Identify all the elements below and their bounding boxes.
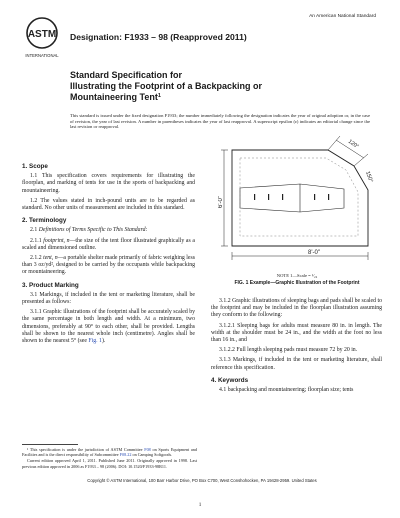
height-dimension-label: 6'-0" — [218, 196, 224, 208]
footprint-figure — [218, 128, 376, 270]
footnotes — [22, 447, 197, 470]
terminology-heading: 2. Terminology — [22, 217, 67, 225]
width-dimension-label: 8'-0" — [308, 250, 320, 256]
inner-guide — [240, 158, 358, 236]
national-standard-label: An American National Standard — [309, 14, 376, 19]
marking-paragraph-6: 3.1.3 Markings, if included in the tent or marketing literature, shall reference this specification. — [211, 357, 382, 371]
marking-paragraph-1: 3.1 Markings, if included in the tent or marketing literature, shall be presented as follows: — [22, 291, 195, 306]
terminology-paragraph-1: 2.1 Definitions of Terms Specific to This Standard: — [30, 227, 148, 234]
marking-paragraph-2: 3.1.1 Graphic illustrations of the footprint shall be accurately scaled by the same percentage in both length and width. At a minimum, two dimensions, preferably at 90° to each other, shall be provided. Lengths shall be shown to the nearest whole inch (centimetre). Angles shall be shown to the nearest 5° (see Fig. 1). — [22, 309, 195, 345]
subcommittee-link[interactable]: F08.22 — [119, 452, 132, 458]
angle-label-2: 150° — [364, 170, 374, 184]
figure-caption: FIG. 1 Example—Graphic Illustration of the Footprint — [234, 280, 360, 286]
marking-paragraph-4: 3.1.2.1 Sleeping bags for adults must measure 80 in. in length. The width at the shoulder must be 24 in., and the width at the foot no less than 16 in., and — [211, 322, 382, 344]
astm-logo — [22, 16, 62, 60]
page-number: 1 — [198, 502, 202, 508]
scope-paragraph-2: 1.2 The values stated in inch-pound units are to be regarded as standard. No other units of measurement are included in this standard. — [22, 197, 195, 212]
terminology-tent-definition: 2.1.2 tent, n—a portable shelter made primarily of fabric weighing less than 3 oz/yd², designed to be carried by the occupants while backpacking or mountaineering. — [22, 255, 195, 276]
standard-issue-note: This standard is issued under the fixed designation F1933; the number immediately following the designation indicates the year of original adoption or, in the case of revision, the year of last revision. A number in parentheses indicates the year of last reapproval. A superscript epsilon (ε) indicates an editorial change since the last revision or reapproval. — [70, 113, 370, 130]
footnote-divider — [22, 444, 78, 445]
right-column — [211, 298, 382, 397]
keywords-paragraph: 4.1 backpacking and mountaineering; floorplan size; tents — [219, 387, 354, 394]
document-title — [70, 70, 370, 103]
marking-paragraph-5: 3.1.2.2 Full length sleeping pads must measure 72 by 20 in. — [219, 347, 358, 354]
marking-heading: 3. Product Marking — [22, 281, 79, 289]
designation: Designation: F1933 – 98 (Reapproved 2011) — [70, 32, 247, 42]
svg-text:INTERNATIONAL: INTERNATIONAL — [25, 53, 59, 58]
left-column — [22, 158, 195, 348]
title-line-3: Mountaineering Tent$^1$ — [70, 92, 161, 102]
angle-label-1: 120° — [346, 138, 360, 151]
title-footnote-mark: 1 — [157, 93, 161, 99]
title-line-2: Illustrating the Footprint of a Backpacking or — [70, 80, 263, 91]
width-dimension — [232, 252, 368, 260]
committee-link[interactable]: F08 — [144, 447, 151, 452]
scope-heading: 1. Scope — [22, 163, 48, 170]
copyright-notice: Copyright © ASTM International, 100 Barr Harbor Drive, PO Box C700, West Conshohocken, PA 19428-2959. United States — [87, 478, 317, 483]
footnote-2: Current edition approved April 1, 2011. Published June 2011. Originally approved in 1998. Last previous edition approved in 2006 as F1933 – 98 (2006). DOI: 10.1520/F1933-98R11. — [22, 458, 197, 469]
footnote-1: ¹ This specification is under the jurisdiction of ASTM Committee F08 on Sports Equipment and Facilities and is the direct responsibility of Subcommittee F08.22 on Camping Softgoods. — [22, 447, 197, 458]
keywords-heading: 4. Keywords — [211, 376, 249, 384]
sleeping-bag-markers — [254, 194, 329, 200]
scope-paragraph-1: 1.1 This specification covers requirements for illustrating the floorplan, and marking of tents for use in the sports of backpacking and mountaineering. — [22, 173, 195, 194]
figure-1-link[interactable]: Fig. 1 — [88, 338, 102, 345]
title-line-1: Standard Specification for — [70, 70, 183, 80]
svg-text:ASTM: ASTM — [27, 29, 57, 40]
marking-paragraph-3: 3.1.2 Graphic illustrations of sleeping bags and pads shall be scaled to the footprint and may be included in the floorplan illustration assuming they conform to the following: — [211, 298, 382, 319]
terminology-footprint-definition: 2.1.1 footprint, n—the size of the tent floor illustrated graphically as a scaled and dimensioned outline. — [22, 237, 195, 251]
figure-note: NOTE 1—Scale = ¹⁄₂₄ — [276, 273, 318, 278]
